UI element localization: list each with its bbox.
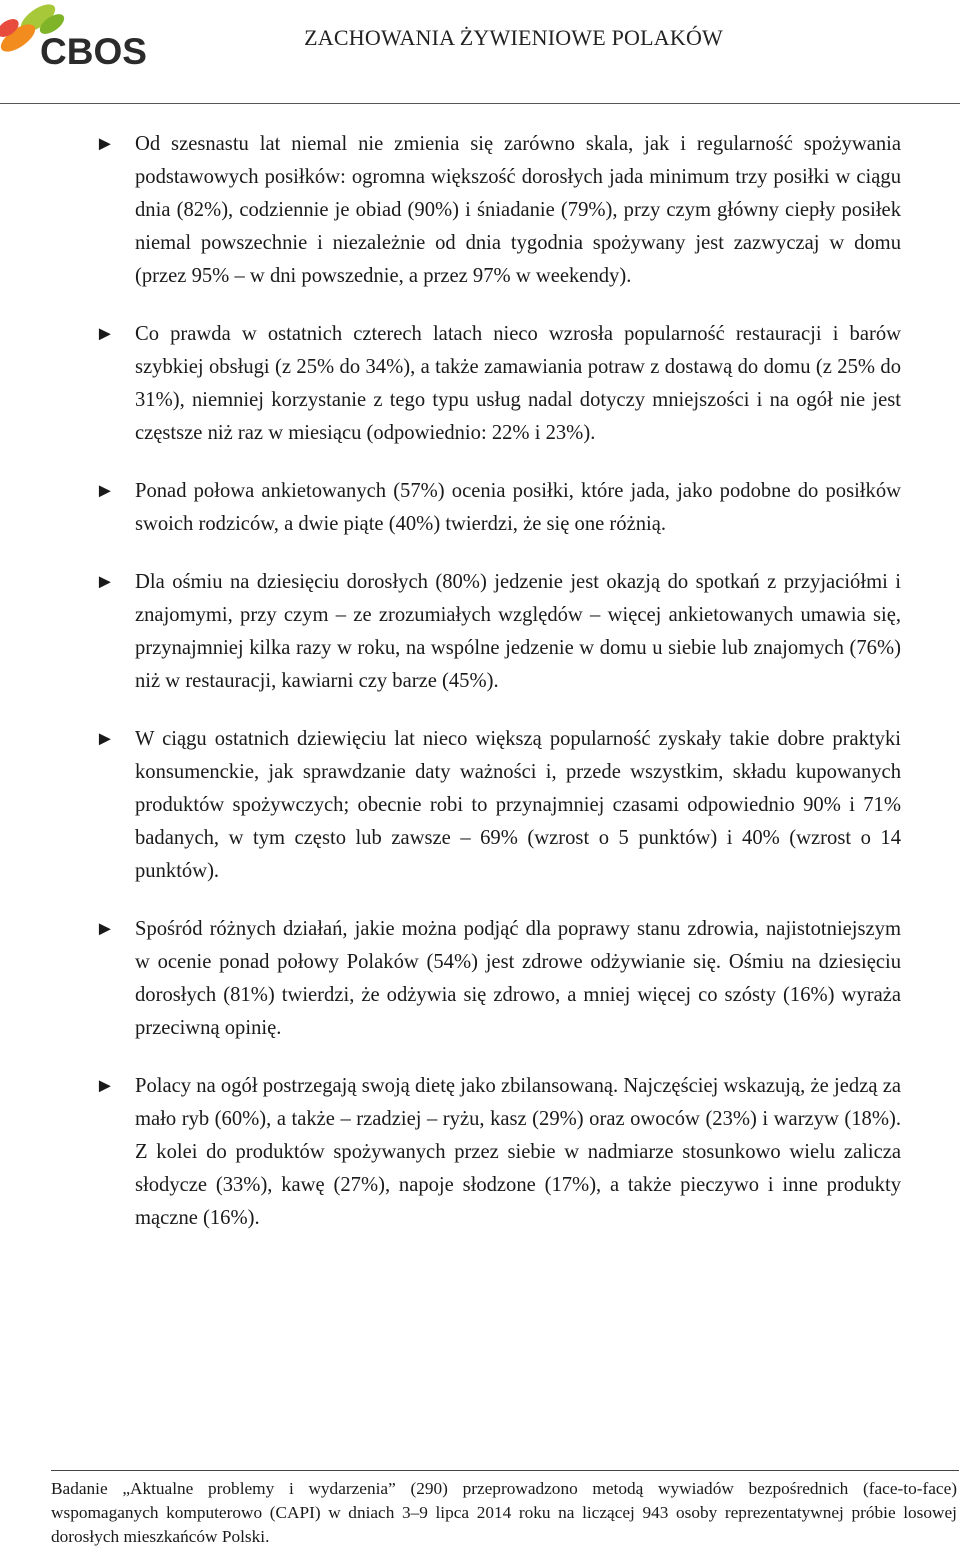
triangle-bullet-icon: ► [95,133,115,155]
triangle-bullet-icon: ► [95,480,115,502]
logo-text: CBOS [40,31,147,72]
bullet-text: Polacy na ogół postrzegają swoją dietę jako zbilansowaną. Najczęściej wskazują, że jedzą za mało ryb (60%), a także – rzadziej – ryżu, kasz (29%) oraz owoców (23%) i warzyw (18%). Z kolei do produktów spożywanych przez siebie w nadmiarze stosunkowo wielu zalicza słodycze (33%), kawę (27%), napoje słodzone (17%), a także pieczywo i inne produkty mączne (16%). [135,1075,901,1229]
bullet-item [95,913,901,1045]
cbos-logo [0,0,160,80]
triangle-bullet-icon: ► [95,323,115,345]
triangle-bullet-icon: ► [95,571,115,593]
bullet-item [95,1070,901,1235]
footer-divider [51,1470,959,1471]
bullet-text: Co prawda w ostatnich czterech latach nieco wzrosła popularność restauracji i barów szybkiej obsługi (z 25% do 34%), a także zamawiania potraw z dostawą do domu (z 25% do 31%), niemniej korzystanie z tego typu usług nadal dotyczy mniejszości i na ogół nie jest częstsze niż raz w miesiącu (odpowiednio: 22% i 23%). [135,323,901,444]
page-header [0,0,960,105]
bullet-item [95,318,901,450]
bullet-text: Od szesnastu lat niemal nie zmienia się zarówno skala, jak i regularność spożywania podstawowych posiłków: ogromna większość dorosłych jada minimum trzy posiłki w ciągu dnia (82%), codziennie je obiad (90%) i śniadanie (79%), przy czym główny ciepły posiłek niemal powszechnie i niezależnie od dnia tygodnia spożywany jest zazwyczaj w domu (przez 95% – w dni powszednie, a przez 97% w weekendy). [135,133,901,287]
bullet-text: W ciągu ostatnich dziewięciu lat nieco większą popularność zyskały takie dobre praktyki konsumenckie, jak sprawdzanie daty ważności i, przede wszystkim, składu kupowanych produktów spożywczych; obecnie robi to przynajmniej czasami odpowiednio 90% i 71% badanych, w tym często lub zawsze – 69% (wzrost o 5 punktów) i 40% (wzrost o 14 punktów). [135,728,901,882]
bullet-item [95,128,901,293]
header-divider [0,103,960,104]
triangle-bullet-icon: ► [95,918,115,940]
bullet-item [95,475,901,541]
bullet-text: Spośród różnych działań, jakie można podjąć dla poprawy stanu zdrowia, najistotniejszym w ocenie ponad połowy Polaków (54%) jest zdrowe odżywianie się. Ośmiu na dziesięciu dorosłych (81%) twierdzi, że odżywia się zdrowo, a mniej więcej co szósty (16%) wyraża przeciwną opinię. [135,918,901,1039]
triangle-bullet-icon: ► [95,1075,115,1097]
summary-bullets [95,128,901,1260]
bullet-text: Dla ośmiu na dziesięciu dorosłych (80%) jedzenie jest okazją do spotkań z przyjaciółmi i znajomymi, przy czym – ze zrozumiałych względów – więcej ankietowanych umawia się, przynajmniej kilka razy w roku, na wspólne jedzenie w domu u siebie lub znajomych (76%) niż w restauracji, kawiarni czy barze (45%). [135,571,901,692]
bullet-item [95,566,901,698]
document-title: ZACHOWANIA ŻYWIENIOWE POLAKÓW [304,25,723,50]
triangle-bullet-icon: ► [95,728,115,750]
methodology-note: Badanie „Aktualne problemy i wydarzenia” (290) przeprowadzono metodą wywiadów bezpośrednich (face-to-face) wspomaganych komputerowo (CAPI) w dniach 3–9 lipca 2014 roku na liczącej 943 osoby reprezentatywnej próbie losowej dorosłych mieszkańców Polski. [51,1479,957,1546]
bullet-item [95,723,901,888]
bullet-text: Ponad połowa ankietowanych (57%) ocenia posiłki, które jada, jako podobne do posiłków swoich rodziców, a dwie piąte (40%) twierdzi, że się one różnią. [135,480,901,535]
